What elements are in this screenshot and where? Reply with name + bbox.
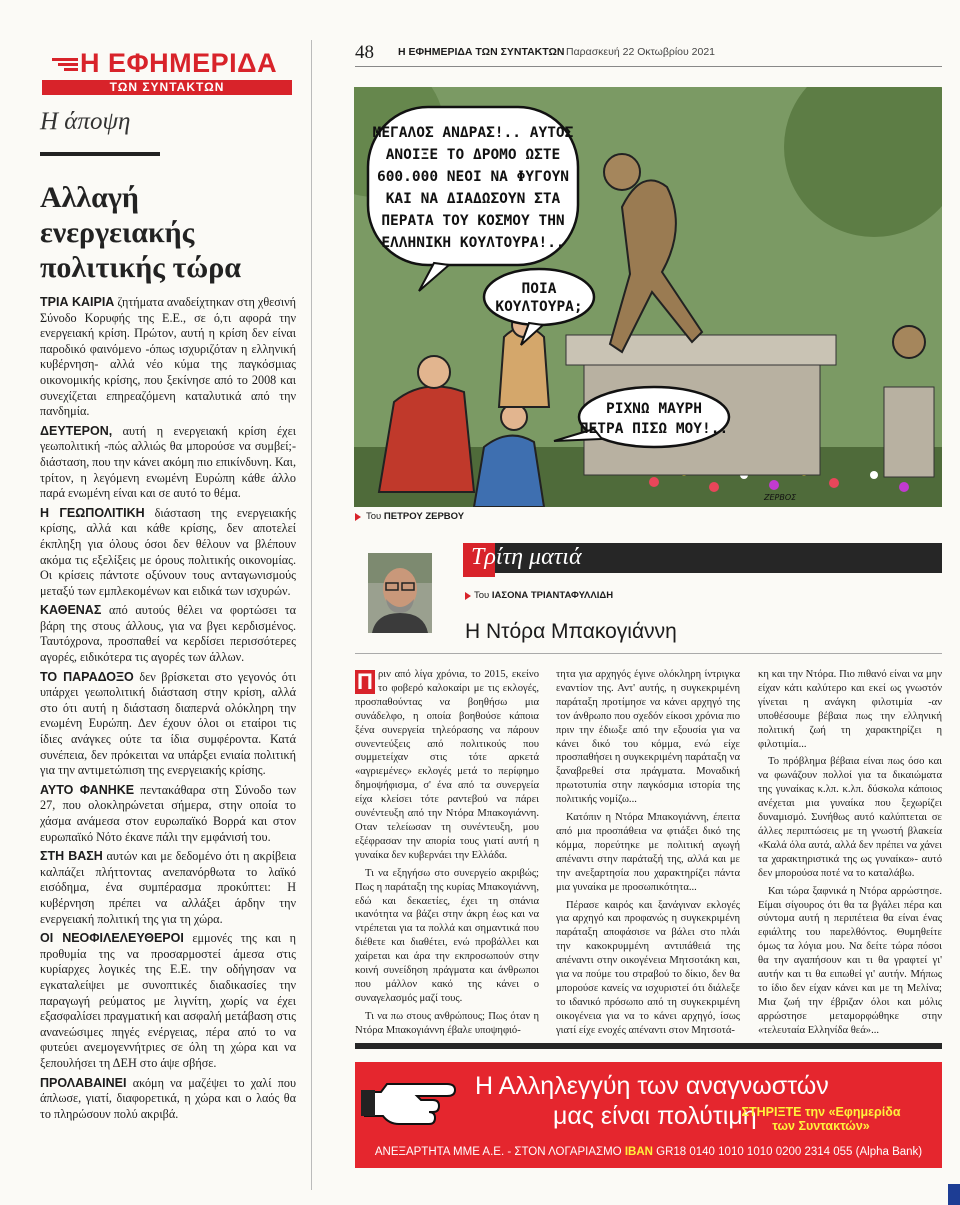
logo-stripes-icon bbox=[52, 58, 78, 74]
article-paragraph: τητα για αρχηγός έγινε ολόκληρη ίντριγκα εναντίον της. Αντ' αυτής, η συγκεκριμένη παράταξη προτίμησε να κάνει αρχηγό της τον άνθρωπο που σχεδόν είκοσι χρόνια πιο πριν την έδιωξε από την εξουσία για να κάνει δικό του κόμμα, ενώ είχε προσπαθήσει η συγκεκριμένη παράταξη να ξαναβρεθεί στα πράγματα. Μοναδική πρωτοτυπία στην παγκόσμια ιστορία της πολιτικής νομίζω... bbox=[556, 669, 740, 806]
column-rule bbox=[355, 653, 942, 654]
column-divider bbox=[311, 40, 312, 1190]
article-column-2 bbox=[556, 668, 740, 1042]
bubble2-line: ΚΟΥΛΤΟΥΡΑ; bbox=[495, 299, 583, 315]
author-portrait-icon bbox=[368, 553, 432, 633]
section-label: Η άποψη bbox=[40, 108, 131, 135]
header-paper-name: Η ΕΦΗΜΕΡΙΔΑ ΤΩΝ ΣΥΝΤΑΚΤΩΝ bbox=[398, 46, 565, 58]
header-rule bbox=[355, 66, 942, 67]
editorial-paragraph: ΟΙ ΝΕΟΦΙΛΕΛΕΥΘΕΡΟΙ εμμονές της και η προθυμία της να προσαρμοστεί άμεσα στις κυρίαρχες λογικές της Ε.Ε. την οδήγησαν να εγκαταλείψει με συνοπτικές διαδικασίες την παραγωγή ρεύματος με λιγνίτη, χωρίς να έχει εξασφαλίσει πραγματική και ασφαλή μετάβαση στις ανανεώσιμες πηγές ενέργειας, πέρα από το να φυτεύει ανεμογεννήτριες σε όλη τη χώρα και να ξεπουλήσει τη ΔΕΗ στο άψε σβήσε. bbox=[40, 931, 297, 1070]
ad-title: Η Αλληλεγγύη των αναγνωστών bbox=[475, 1072, 829, 1100]
editorial-paragraph: ΔΕΥΤΕΡΟΝ, αυτή η ενεργειακή κρίση έχει γεωπολιτική -πώς αλλιώς θα μπορούσε να συμβεί;- διάσταση, που την κάνει ακόμη πιο επικίνδυνη. Και, τρίτον, η λεγόμενη ενωμένη Ευρώπη κάθε άλλο παρά ενωμένη είναι και σε αυτό το θέμα. bbox=[40, 423, 297, 501]
editorial-paragraph: ΤΟ ΠΑΡΑΔΟΞΟ δεν βρίσκεται στο γεγονός ότι υπάρχει γεωπολιτική διάσταση στην κρίση, αλλά στο ότι αυτή η διάσταση διαπερνά ολόκληρη την ενωμένη Ευρώπη. Δεν έχουν όλοι οι εταίροι τις ίδιες ανάγκες ούτε τα ίδια συμφέροντα. Κατά συνέπεια, δεν πρόκειται να υπάρξει ενιαία πολιτική για την αντιμετώπιση της ενεργειακής κρίσης. bbox=[40, 669, 296, 778]
editorial-paragraph: ΤΡΙΑ ΚΑΙΡΙΑ ζητήματα αναδείχτηκαν στη χθεσινή Σύνοδο Κορυφής της Ε.Ε., σε ό,τι αφορά την ενεργειακή κρίση. Πρώτον, αυτή η κρίση δεν είναι παροδικό φαινόμενο -όπως ισχυριζόταν η ελληνική κυβέρνηση- αλλά νέο κύμα της παγκόσμιας οικονομικής κρίσης, που ξεκίνησε από το 2008 και συνεχίζεται επηρεαζόμενη καταλυτικά από την πανδημία. bbox=[40, 295, 297, 419]
column-author: Του ΙΑΣΟΝΑ ΤΡΙΑΝΤΑΦΥΛΛΙΔΗ bbox=[474, 590, 614, 601]
author-arrow-icon bbox=[465, 592, 471, 600]
ad-top-rule bbox=[355, 1043, 942, 1049]
editorial-body bbox=[40, 295, 296, 1126]
editorial-paragraph: ΠΡΟΛΑΒΑΙΝΕΙ ακόμη να μαζέψει το χαλί που άπλωσε, γιατί, διαφορετικά, η χώρα και ο λαός θα το πληρώσουν πολύ ακριβά. bbox=[40, 1075, 296, 1121]
article-column-1 bbox=[355, 668, 539, 1042]
pointing-hand-icon bbox=[361, 1070, 471, 1130]
solidarity-ad[interactable] bbox=[355, 1062, 942, 1168]
cartoon-signature: ΖΕΡΒΟΣ bbox=[764, 493, 797, 502]
cartoon[interactable] bbox=[354, 87, 942, 507]
ad-subtitle: μας είναι πολύτιμη bbox=[553, 1102, 757, 1130]
section-divider bbox=[40, 152, 160, 156]
article-paragraph: Τι να πω στους ανθρώπους; Πως όταν η Ντόρα Μπακογιάννη έβαλε υποψηφιό- bbox=[355, 1010, 539, 1036]
article-paragraph: Κατόπιν η Ντόρα Μπακογιάννη, έπειτα από μια προσπάθεια να φτιάξει δικό της κόμμα, πορεύτηκε με πολιτική αγωγή απέναντι στην παράταξή της, αλλά και με την ανεξαρτησία που χαρακτηρίζει πάντα μια γυναίκα με προσωπικότητα... bbox=[556, 812, 740, 893]
page-number: 48 bbox=[355, 42, 374, 63]
article-paragraph: Το πρόβλημα βέβαια είναι πως όσο και να φωνάζουν πολλοί για τα δικαιώματα της γυναίκας κ.λπ. κ.λπ. δύσκολα κάποιος ανέχεται μια γυναίκα που ξεχωρίζει δυναμισμό. Συνήθως αυτό καλύπτεται σε άλλες περιπτώσεις με τη γνωστή βλακεία «Καλά όλα αυτά, αλλά δεν πρέπει να χάνει τα χαρακτηριστικά της ως γυναίκα»- αυτό δεν μπορούσα ποτέ να το καταλάβω. bbox=[758, 756, 942, 879]
column-title: Η Ντόρα Μπακογιάννη bbox=[465, 620, 677, 643]
bubble1-line: ΑΝΟΙΞΕ ΤΟ ΔΡΟΜΟ ΩΣΤΕ bbox=[385, 147, 561, 163]
page-edge-mark bbox=[948, 1184, 960, 1205]
cartoon-drawing bbox=[354, 87, 942, 507]
article-paragraph: κη και την Ντόρα. Πιο πιθανό είναι να μην είχαν κάτι καλύτερο και εκεί ως γνωστόν γίνεται η ανάγκη φιλοτιμία -αν υποθέσουμε βέβαια πως την ελληνική πολιτική ζωή τη χαρακτηρίζει η φιλοτιμία... bbox=[758, 669, 942, 750]
bubble1-line: 600.000 ΝΕΟΙ ΝΑ ΦΥΓΟΥΝ bbox=[376, 169, 570, 185]
author-photo bbox=[368, 553, 432, 633]
editorial-paragraph: ΑΥΤΟ ΦΑΝΗΚΕ πεντακάθαρα στη Σύνοδο των 27, που ολοκληρώνεται σήμερα, στην οποία το χάσμα ανάμεσα στον ευρωπαϊκό Βορρά και στον ευρωπαϊκό Νότο έκανε πάλι την εμφάνισή του. bbox=[40, 782, 296, 844]
dropcap: Π bbox=[355, 670, 375, 694]
article-paragraph: Τι να εξηγήσω στο συνεργείο ακριβώς; Πως η παράταξη της κυρίας Μπακογιάννη, εδώ και δεκαετίες, έχει τη σπάνια ικανότητα να βάζει στην άκρη έως και να ντρέπεται για τα πολλά και σημαντικά που διέθετε και διαθέτει, ενώ προβάλλει και χαίρεται και άρα την εκπροσωπούν στην κοινή συνείδηση πράγματα και άνθρωποι που μάλλον κακό της κάνει ο συναγελασμός μαζί τους. bbox=[355, 867, 539, 1004]
bubble1-line: ΜΕΓΑΛΟΣ ΑΝΔΡΑΣ!.. ΑΥΤΟΣ bbox=[372, 125, 574, 141]
editorial-headline: Αλλαγή ενεργειακής πολιτικής τώρα bbox=[40, 181, 242, 284]
column-section-title: Τρίτη ματιά bbox=[471, 544, 582, 570]
bubble1-line: ΕΛΛΗΝΙΚΗ ΚΟΥΛΤΟΥΡΑ!.. bbox=[381, 235, 565, 251]
bubble3-line: ΡΙΧΝΩ ΜΑΥΡΗ bbox=[605, 401, 703, 417]
article-column-3 bbox=[758, 668, 942, 1042]
header-date: Παρασκευή 22 Οκτωβρίου 2021 bbox=[566, 46, 716, 58]
article-paragraph: Π ριν από λίγα χρόνια, το 2015, εκείνο το φοβερό καλοκαίρι με τις εκλογές, προσπαθούντας να βοηθήσω μια συνάδελφο, η οποία βοηθούσε κάποια ξένα συνεργεία τηλεόρασης να πάρουν συνεντεύξεις από πολιτικούς που συμμετείχαν στις τότε αρκετά «αγριεμένες» εκλογές μετά το περίφημο δημοψήφισμα, σ' ένα από τα συνεργεία είχα κλείσει τότε ραντεβού να πάρει συνέντευξη από την Ντόρα Μπακογιάννη. Οταν τελείωσαν τη συνέντευξη, μου εξέφρασαν την απορία τους γιατί αυτή η γυναίκα δεν κυβερνάει την Ελλάδα. bbox=[355, 669, 539, 861]
credit-arrow-icon bbox=[355, 513, 361, 521]
cartoon-credit: Του ΠΕΤΡΟΥ ΖΕΡΒΟΥ bbox=[366, 511, 465, 522]
newspaper-logo-subtitle: ΤΩΝ ΣΥΝΤΑΚΤΩΝ bbox=[42, 80, 292, 95]
bubble1-line: ΠΕΡΑΤΑ ΤΟΥ ΚΟΣΜΟΥ ΤΗΝ bbox=[381, 213, 565, 229]
bubble1-line: ΚΑΙ ΝΑ ΔΙΑΔΩΣΟΥΝ ΣΤΑ bbox=[385, 191, 561, 207]
bubble3-line: ΠΕΤΡΑ ΠΙΣΩ ΜΟΥ!.. bbox=[579, 421, 729, 437]
article-paragraph: Και τώρα ξαφνικά η Ντόρα αρρώστησε. Είμαι σίγουρος ότι θα τα βγάλει πέρα και σύντομα αυτή η περιπέτεια θα είναι ένας εφιάλτης του παρελθόντος. Θυμηθείτε όμως τα λόγια μου. Να δείτε τώρα πόσοι θα την αγαπήσουν και τι θα γραφτεί γι' αυτήν και τι θα ειπωθεί γι' αυτήν. Μήπως το ίδιο δεν είχαν κάνει και με τη Μελίνα; Μια ζωή την έβριζαν όλοι και μόλις αρρώστησε μεταμορφώθηκε στην «τελευταία Ελληνίδα θεά»... bbox=[758, 885, 942, 1036]
editorial-paragraph: ΚΑΘΕΝΑΣ από αυτούς θέλει να φορτώσει τα βάρη της στους άλλους, για να βγει κερδισμένος. Ταυτόχρονα, προσπαθεί να κερδίσει περισσότερες αγορές, ειδικότερα τις αγορές των άλλων. bbox=[40, 603, 296, 665]
article-paragraph: Πέρασε καιρός και ξανάγιναν εκλογές για αρχηγό και προφανώς η συγκεκριμένη παράταξη αποφάσισε να βάλει στο πλάι την κακοκρυμμένη αντιπάθειά της απέναντι στην οικογένεια Μητσοτάκη και, για να πούμε του στραβού το δίκιο, δεν θα μπορούσε κανείς να ισχυριστεί ότι διάλεξε το ιδανικό πρόσωπο από τη συγκεκριμένη οικογένεια για να το κάνει αρχηγό, ίσως γιατί είχε ενοχές απέναντι στον Μητσοτά- bbox=[556, 899, 740, 1036]
newspaper-logo[interactable]: Η ΕΦΗΜΕΡΙΔΑ bbox=[80, 48, 278, 78]
ad-support-text[interactable]: ΣΤΗΡΙΞΤΕ την «Εφημερίδα των Συντακτών» bbox=[741, 1105, 901, 1133]
editorial-paragraph: Η ΓΕΩΠΟΛΙΤΙΚΗ διάσταση της ενεργειακής κρίσης, αλλά και κάθε κρίσης, δεν αποτελεί έκπληξη για όλους όσοι δεν θέλουν να βλέπουν ακόμα τις εξελίξεις με όρους πολιτικής οικονομίας. Οι κρίσεις πάντοτε οξύνουν τους ανταγωνισμούς μεταξύ των εμπλεκομένων και ειδικά των ισχυρών. bbox=[40, 505, 296, 598]
bubble2-line: ΠΟΙΑ bbox=[521, 281, 557, 297]
ad-bank-details: ΑΝΕΞΑΡΤΗΤΑ ΜΜΕ Α.Ε. - ΣΤΟΝ ΛΟΓΑΡΙΑΣΜΟ IBAN GR18 0140 1010 1010 0200 2314 055 (Alpha Bank) bbox=[374, 1146, 923, 1158]
editorial-paragraph: ΣΤΗ ΒΑΣΗ αυτών και με δεδομένο ότι η ακρίβεια καλπάζει πλήττοντας ανεπανόρθωτα το λαϊκό εισόδημα, ένα συμπέρασμα προκύπτει: Η κυβέρνηση πρέπει να αλλάξει άρδην την ενεργειακή πολιτική της για τη χώρα. bbox=[40, 849, 296, 926]
